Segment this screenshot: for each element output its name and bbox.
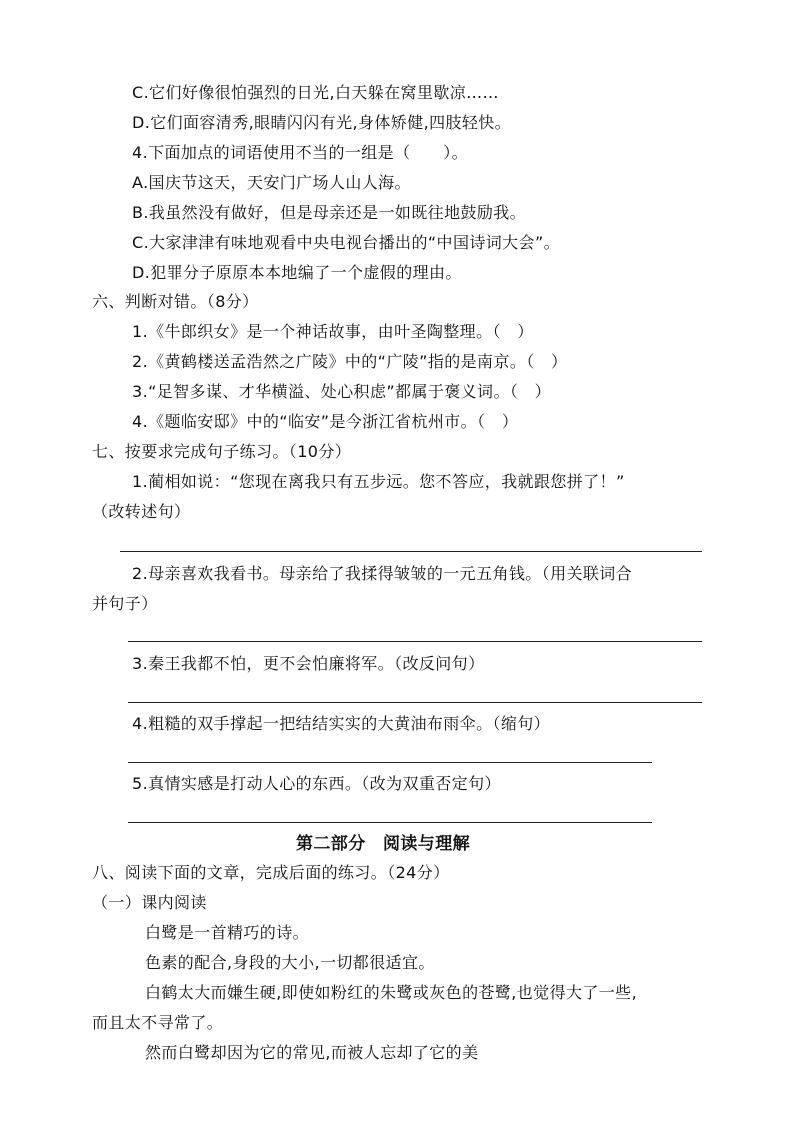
answer-line-2[interactable] [128,641,702,642]
q3-option-d: D.它们面容清秀,眼睛闪闪有光,身体矫健,四肢轻快。 [132,113,512,132]
section-6-heading: 六、判断对错。（8分） [92,292,259,311]
answer-line-5[interactable] [128,822,652,823]
q4-option-a: A.国庆节这天，天安门广场人山人海。 [132,173,411,192]
part-2-title: 第二部分 阅读与理解 [296,834,470,854]
section-8-heading: 八、阅读下面的文章，完成后面的练习。（24分） [92,863,450,882]
answer-line-1[interactable] [120,551,702,552]
sentence-task-4: 4.粗糙的双手撑起一把结结实实的大黄油布雨伞。（缩句） [132,714,551,733]
passage-paragraph-4: 然而白鹭却因为它的常见,而被人忘却了它的美 [145,1043,479,1062]
answer-line-4[interactable] [128,762,652,763]
passage-paragraph-1: 白鹭是一首精巧的诗。 [145,923,310,942]
q4-option-b: B.我虽然没有做好，但是母亲还是一如既往地鼓励我。 [132,203,527,222]
sentence-task-2-instruction: 并句子） [92,594,158,613]
judge-item-2: 2.《黄鹤楼送孟浩然之广陵》中的“广陵”指的是南京。（ ） [132,352,568,371]
q4-option-d: D.犯罪分子原原本本地编了一个虚假的理由。 [132,263,462,282]
q3-option-c: C.它们好像很怕强烈的日光,白天躲在窝里歇凉…… [132,83,499,102]
reading-subheading: （一）课内阅读 [92,893,207,912]
sentence-task-1-instruction: （改转述句） [92,502,191,521]
judge-item-4: 4.《题临安邸》中的“临安”是今浙江省杭州市。（ ） [132,412,519,431]
section-7-heading: 七、按要求完成句子练习。（10分） [92,442,352,461]
passage-paragraph-3: 白鹤太大而嫌生硬,即使如粉红的朱鹭或灰色的苍鹭,也觉得大了一些, [145,983,638,1002]
answer-line-3[interactable] [128,702,702,703]
q4-option-c: C.大家津津有味地观看中央电视台播出的“中国诗词大会”。 [132,233,561,252]
sentence-task-5: 5.真情实感是打动人心的东西。（改为双重否定句） [132,774,501,793]
judge-item-1: 1.《牛郎织女》是一个神话故事，由叶圣陶整理。（ ） [132,322,534,341]
sentence-task-3: 3.秦王我都不怕，更不会怕廉将军。（改反问句） [132,654,485,673]
sentence-task-2: 2.母亲喜欢我看书。母亲给了我揉得皱皱的一元五角钱。（用关联词合 [132,564,633,583]
question-4: 4.下面加点的词语使用不当的一组是（ ）。 [132,143,469,162]
sentence-task-1: 1.蔺相如说：“您现在离我只有五步远。您不答应，我就跟您拼了！” [132,472,625,491]
passage-paragraph-3-continued: 而且太不寻常了。 [92,1013,224,1032]
judge-item-3: 3.“足智多谋、才华横溢、处心积虑”都属于褒义词。（ ） [132,382,552,401]
passage-paragraph-2: 色素的配合,身段的大小,一切都很适宜。 [145,953,435,972]
